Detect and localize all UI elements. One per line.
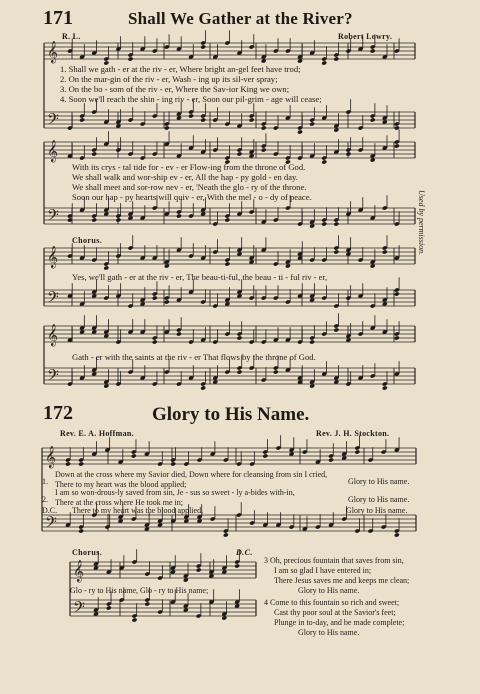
verse-line-3: 3. On the bo - som of the riv - er, Where the Sav-ior King we own; [60, 84, 290, 94]
note-head [321, 221, 327, 226]
note-head [200, 117, 206, 122]
clef-mark: 𝄢 [47, 289, 59, 310]
v4-line-3: Plunge in to-day, and be made complete; [274, 618, 405, 627]
note-head [370, 117, 376, 122]
note-head [333, 327, 339, 332]
note-head [164, 125, 170, 130]
v3-line-2: I am so glad I have entered in; [274, 566, 372, 575]
author-left: Rev. E. A. Hoffman. [60, 429, 134, 438]
verse-line-4: 4. Soon we'll reach the shin - ing riv - er, Soon our pil-grim - age will cease; [60, 94, 322, 104]
clef-mark: 𝄞 [47, 325, 58, 346]
dc-line: There to my heart was the blood applied, [72, 506, 204, 515]
clef-mark: 𝄞 [45, 447, 56, 468]
clef-mark: 𝄢 [47, 367, 59, 388]
clef-mark: 𝄞 [73, 561, 84, 582]
chorus-label-172: Chorus. [72, 548, 103, 557]
note-head [170, 461, 176, 466]
note-head [200, 44, 206, 49]
clef-mark: 𝄢 [73, 599, 85, 620]
v1-line-2: There to my heart was the blood applied; [55, 480, 187, 489]
note-head [128, 56, 134, 61]
v3-line-3: There Jesus saves me and keeps me clean; [274, 576, 410, 585]
permission-note: Used by permission. [417, 190, 426, 256]
note-head [273, 369, 279, 374]
clef-mark: 𝄞 [47, 141, 58, 162]
note-head [321, 159, 327, 164]
v3-line-1: 3 Oh, precious fountain that saves from sin, [264, 556, 404, 565]
note-head [78, 528, 84, 533]
note-head [394, 532, 400, 537]
clef-mark: 𝄢 [47, 207, 59, 228]
note-head [346, 151, 352, 156]
note-head [79, 117, 85, 122]
note-head [354, 449, 360, 454]
verse-number-2: 2. [42, 495, 48, 504]
note-head [115, 217, 121, 222]
clef-mark: 𝄞 [47, 247, 58, 268]
hymn-number-171: 171 [43, 7, 73, 29]
note-head [382, 385, 388, 390]
v1-end: Glory to His name. [348, 477, 410, 486]
note-head [176, 213, 182, 218]
chorus-line-1: Yes, we'll gath - er at the riv - er, The beau-ti-ful, the beau - ti - ful riv - er, [72, 272, 328, 282]
note-head [309, 339, 315, 344]
note-head [262, 453, 268, 458]
note-head [237, 151, 243, 156]
note-head [224, 261, 230, 266]
note-head [297, 129, 303, 134]
clef-mark: 𝄢 [45, 514, 57, 535]
note-head [132, 617, 138, 622]
note-head [224, 217, 230, 222]
note-head [382, 249, 388, 254]
note-head [91, 151, 97, 156]
second-line-3: We shall meet and sor-row nev - er, 'Neath the glo - ry of the throne. [72, 182, 307, 192]
chorus-line-2: Gath - er with the saints at the riv - er That flows by the throne of God. [72, 352, 316, 362]
note-head [78, 461, 84, 466]
note-head [394, 291, 400, 296]
note-head [237, 369, 243, 374]
note-head [144, 601, 150, 606]
v2-line-2: There at the cross where He took me in; [55, 498, 183, 507]
note-head [333, 56, 339, 61]
note-head [394, 335, 400, 340]
composer-right: Robert Lowry. [338, 32, 393, 41]
hymn-title-172: Glory to His Name. [152, 404, 310, 425]
second-line-4: Soon our hap - py hearts will quiv - er, With the mel - o - dy of peace. [72, 192, 312, 202]
note-head [91, 217, 97, 222]
note-head [196, 567, 202, 572]
v2-line-1: I am so won-drous-ly saved from sin, Je - sus so sweet - ly a-bides with-in, [55, 488, 295, 497]
note-head [394, 143, 400, 148]
note-head [152, 339, 158, 344]
note-head [261, 125, 267, 130]
v1-line-1: Down at the cross where my Savior died, Down where for cleansing from sin I cried, [55, 470, 328, 479]
note-head [333, 221, 339, 226]
note-head [200, 385, 206, 390]
note-head [103, 265, 109, 270]
clef-mark: 𝄢 [47, 111, 59, 132]
note-head [234, 563, 240, 568]
note-head [249, 117, 255, 122]
note-head [65, 461, 71, 466]
hymn-title-171: Shall We Gather at the River? [128, 9, 353, 28]
note-head [328, 457, 334, 462]
note-head [237, 335, 243, 340]
dc-end: Glory to His name. [346, 506, 408, 515]
note-head [309, 121, 315, 126]
author-right: Rev. J. H. Stockton. [316, 429, 390, 438]
chorus-lyric-172: Glo - ry to His name, Glo - ry to His name; [70, 586, 209, 595]
note-head [164, 299, 170, 304]
note-head [321, 60, 327, 65]
chorus-label-171: Chorus. [72, 236, 103, 245]
verse-number-1: 1. [42, 477, 48, 486]
composer-left: R. L. [62, 32, 81, 41]
dc-label: D.C. [42, 506, 58, 515]
chorus-dc-172: D.C. [236, 548, 253, 557]
second-line-1: With its crys - tal tide for - ev - er Flow-ing from the throne of God. [72, 162, 306, 172]
note-head [131, 453, 137, 458]
note-head [223, 532, 229, 537]
v2-end: Glory to His name. [348, 495, 410, 504]
verse-line-1: 1. Shall we gath - er at the riv - er, Where bright an-gel feet have trod; [60, 64, 301, 74]
v4-line-4: Glory to His name. [298, 628, 360, 637]
hymn-number-172: 172 [43, 402, 73, 424]
v3-line-4: Glory to His name. [298, 586, 360, 595]
note-head [261, 147, 267, 152]
note-head [333, 249, 339, 254]
second-line-2: We shall walk and wor-ship ev - er, All the hap - py gold - en day. [72, 172, 298, 182]
clef-mark: 𝄞 [47, 42, 58, 63]
note-head [152, 295, 158, 300]
note-head [176, 331, 182, 336]
v4-line-1: 4 Come to this fountain so rich and sweet; [264, 598, 400, 607]
note-head [106, 605, 112, 610]
v4-line-2: Cast thy poor soul at the Savior's feet; [274, 608, 396, 617]
note-head [188, 113, 194, 118]
note-head [370, 48, 376, 53]
verse-line-2: 2. On the mar-gin of the riv - er, Wash - ing up its sil-ver spray; [60, 74, 278, 84]
